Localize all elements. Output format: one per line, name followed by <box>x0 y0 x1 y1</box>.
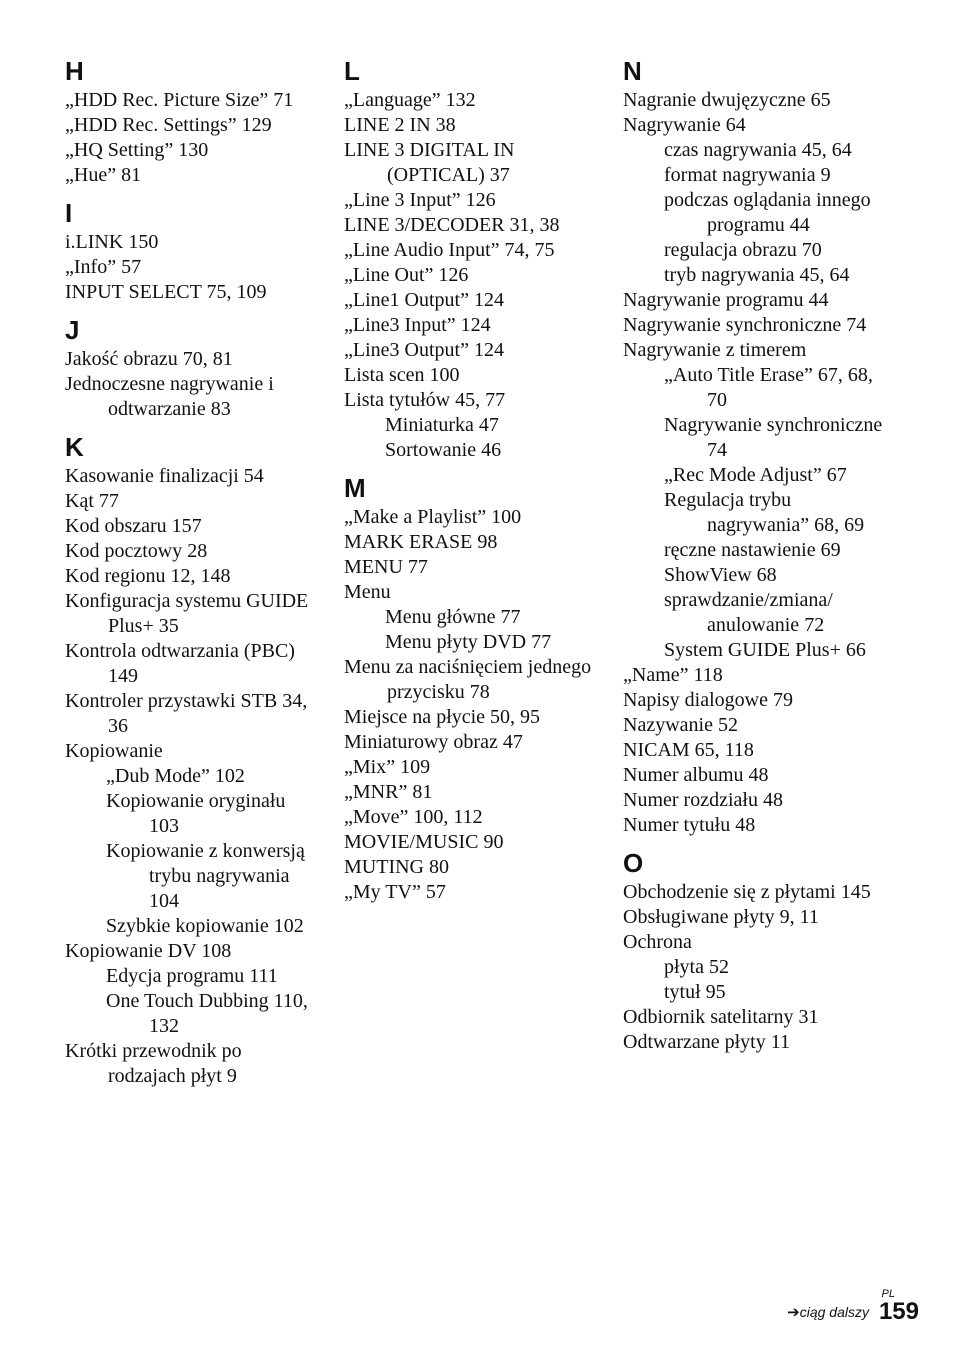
index-entry: Miniaturowy obraz 47 <box>344 731 523 753</box>
index-entry: Kąt 77 <box>65 490 119 512</box>
index-entry: Kopiowanie DV 108 <box>65 940 232 962</box>
index-entry: Lista tytułów 45, 77 <box>344 389 506 411</box>
section-letter: N <box>623 56 642 86</box>
index-entry: Kod obszaru 157 <box>65 515 202 537</box>
index-entry: Numer tytułu 48 <box>623 814 756 836</box>
index-subentry: czas nagrywania 45, 64 <box>664 139 852 161</box>
index-entry: Nazywanie 52 <box>623 714 738 736</box>
index-entry: „Line3 Output” 124 <box>344 339 504 361</box>
index-entry: Nagrywanie synchroniczne 74 <box>623 314 867 336</box>
index-entry: MARK ERASE 98 <box>344 531 498 553</box>
index-entry: Nagrywanie 64 <box>623 114 746 136</box>
index-entry: Nagrywanie programu 44 <box>623 289 829 311</box>
index-entry: Kopiowanie <box>65 740 163 762</box>
index-entry: Nagranie dwujęzyczne 65 <box>623 89 831 111</box>
index-entry: Krótki przewodnik po rodzajach płyt 9 <box>65 1040 242 1087</box>
index-subentry: sprawdzanie/zmiana/ anulowanie 72 <box>664 589 833 636</box>
index-subentry: ręczne nastawienie 69 <box>664 539 841 561</box>
index-entry: Odtwarzane płyty 11 <box>623 1031 790 1053</box>
section-letter: K <box>65 432 84 462</box>
index-subentry: „Auto Title Erase” 67, 68, 70 <box>664 364 873 411</box>
index-entry: Kod pocztowy 28 <box>65 540 208 562</box>
index-entry: „Language” 132 <box>344 89 476 111</box>
index-entry: INPUT SELECT 75, 109 <box>65 281 267 303</box>
index-entry: „Line Audio Input” 74, 75 <box>344 239 555 261</box>
index-entry: Jednoczesne nagrywanie i odtwarzanie 83 <box>65 373 274 420</box>
index-section-j <box>65 315 315 422</box>
continued-label <box>787 1303 869 1321</box>
index-entry: „Line3 Input” 124 <box>344 314 491 336</box>
index-entry: Konfiguracja systemu GUIDE Plus+ 35 <box>65 590 309 637</box>
index-subentry: tytuł 95 <box>664 981 726 1003</box>
index-entry: Kod regionu 12, 148 <box>65 565 231 587</box>
page-footer <box>719 1288 919 1328</box>
section-letter: L <box>344 56 360 86</box>
index-subentry: podczas oglądania innego programu 44 <box>664 189 871 236</box>
index-subentry: format nagrywania 9 <box>664 164 831 186</box>
section-letter: J <box>65 315 80 345</box>
page-number: 159 <box>878 1298 919 1325</box>
index-section-k <box>65 432 315 1089</box>
index-subentry: Edycja programu 111 <box>106 965 278 987</box>
index-column-1 <box>65 56 315 1099</box>
index-subentry: Sortowanie 46 <box>385 439 502 461</box>
index-entry: i.LINK 150 <box>65 231 159 253</box>
index-section-h <box>65 56 315 188</box>
index-entry: Lista scen 100 <box>344 364 460 386</box>
language-code: PL <box>881 1288 895 1300</box>
arrow-right-icon: ➔ <box>787 1304 800 1321</box>
index-subentry: płyta 52 <box>664 956 729 978</box>
index-entry: Numer rozdziału 48 <box>623 789 783 811</box>
index-subentry: Menu główne 77 <box>385 606 521 628</box>
index-entry: Menu <box>344 581 391 603</box>
index-section-i <box>65 198 315 305</box>
index-entry: „HDD Rec. Settings” 129 <box>65 114 272 136</box>
index-entry: Kontroler przystawki STB 34, 36 <box>65 690 308 737</box>
index-entry: LINE 3 DIGITAL IN (OPTICAL) 37 <box>344 139 515 186</box>
index-entry: „My TV” 57 <box>344 881 446 903</box>
index-subentry: One Touch Dubbing 110, 132 <box>106 990 308 1037</box>
index-entry: MENU 77 <box>344 556 428 578</box>
index-subentry: ShowView 68 <box>664 564 777 586</box>
index-entry: „Make a Playlist” 100 <box>344 506 522 528</box>
index-column-3 <box>623 56 888 1065</box>
index-column-2 <box>344 56 596 915</box>
index-entry: LINE 2 IN 38 <box>344 114 456 136</box>
index-entry: Kasowanie finalizacji 54 <box>65 465 264 487</box>
index-entry: „HDD Rec. Picture Size” 71 <box>65 89 294 111</box>
section-letter: I <box>65 198 73 228</box>
index-entry: „Mix” 109 <box>344 756 431 778</box>
index-entry: Ochrona <box>623 931 692 953</box>
index-entry: Napisy dialogowe 79 <box>623 689 793 711</box>
index-entry: Numer albumu 48 <box>623 764 769 786</box>
index-section-l <box>344 56 596 463</box>
index-entry: LINE 3/DECODER 31, 38 <box>344 214 560 236</box>
index-subentry: Szybkie kopiowanie 102 <box>106 915 304 937</box>
continued-text: ciąg dalszy <box>799 1304 869 1320</box>
index-subentry: „Rec Mode Adjust” 67 <box>664 464 847 486</box>
index-section-n <box>623 56 888 838</box>
section-letter: M <box>344 473 366 503</box>
index-entry: Menu za naciśnięciem jednego przycisku 78 <box>344 656 592 703</box>
section-letter: H <box>65 56 84 86</box>
section-letter: O <box>623 848 644 878</box>
index-subentry: regulacja obrazu 70 <box>664 239 822 261</box>
index-entry: „Hue” 81 <box>65 164 142 186</box>
index-subentry: Kopiowanie oryginału 103 <box>106 790 286 837</box>
index-entry: Miejsce na płycie 50, 95 <box>344 706 541 728</box>
index-entry: „Line Out” 126 <box>344 264 469 286</box>
index-subentry: Menu płyty DVD 77 <box>385 631 552 653</box>
index-subentry: tryb nagrywania 45, 64 <box>664 264 850 286</box>
index-entry: MOVIE/MUSIC 90 <box>344 831 504 853</box>
index-entry: Odbiornik satelitarny 31 <box>623 1006 819 1028</box>
index-section-o <box>623 848 888 1055</box>
index-entry: „MNR” 81 <box>344 781 433 803</box>
index-subentry: Kopiowanie z konwersją trybu nagrywania 104 <box>106 840 305 912</box>
index-entry: „Name” 118 <box>623 664 723 686</box>
index-subentry: Regulacja trybu nagrywania” 68, 69 <box>664 489 865 536</box>
index-entry: NICAM 65, 118 <box>623 739 754 761</box>
index-subentry: System GUIDE Plus+ 66 <box>664 639 866 661</box>
index-entry: „Info” 57 <box>65 256 142 278</box>
index-entry: Nagrywanie z timerem <box>623 339 807 361</box>
index-section-m <box>344 473 596 905</box>
index-entry: MUTING 80 <box>344 856 449 878</box>
index-entry: Obsługiwane płyty 9, 11 <box>623 906 819 928</box>
index-entry: „Line1 Output” 124 <box>344 289 504 311</box>
index-entry: Obchodzenie się z płytami 145 <box>623 881 871 903</box>
index-subentry: Miniaturka 47 <box>385 414 499 436</box>
index-entry: Jakość obrazu 70, 81 <box>65 348 233 370</box>
index-entry: „HQ Setting” 130 <box>65 139 209 161</box>
index-entry: „Move” 100, 112 <box>344 806 483 828</box>
index-subentry: Nagrywanie synchroniczne 74 <box>664 414 883 461</box>
index-subentry: „Dub Mode” 102 <box>106 765 245 787</box>
index-entry: „Line 3 Input” 126 <box>344 189 496 211</box>
index-entry: Kontrola odtwarzania (PBC) 149 <box>65 640 295 687</box>
